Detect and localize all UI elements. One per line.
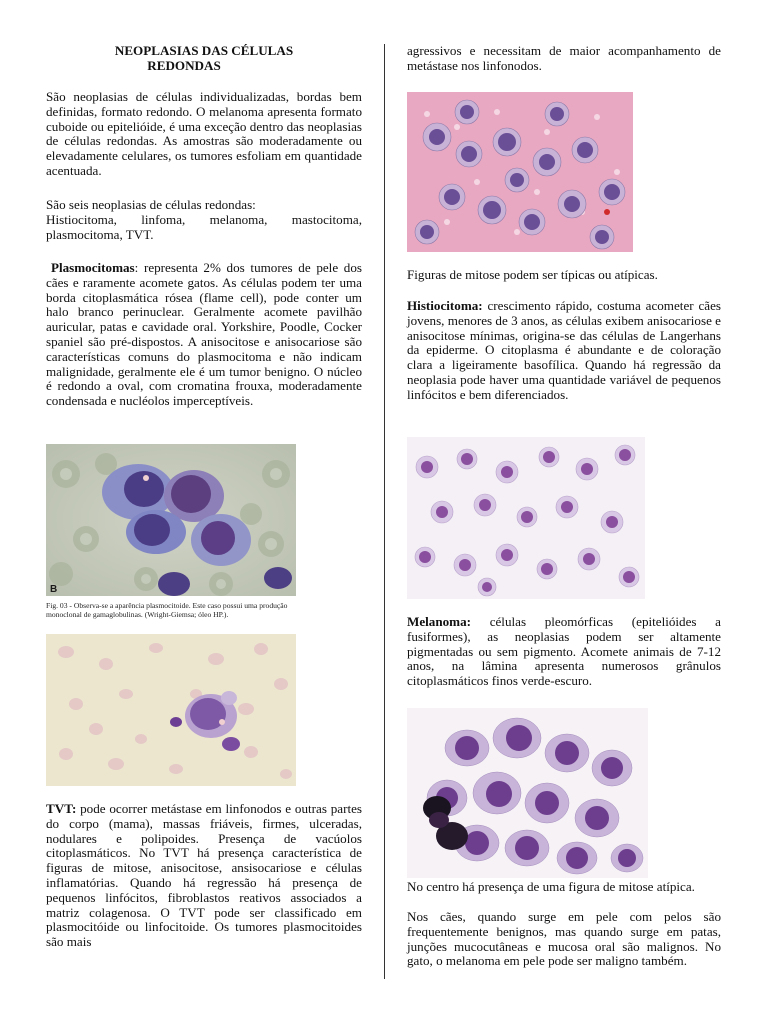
tvt-micrograph [407, 92, 633, 252]
document-title [46, 44, 362, 74]
melanoma-text: células pleomórficas (epitelióides a fusiformes), as neoplasias podem ser altamente pigmentadas ou sem pigmento. Acomete animais de 7-12 anos, na lâmina apresenta numerosos grânulos citoplasmáticos finos verde-escuro. [407, 614, 721, 689]
histiocitoma-term: Histiocitoma: [407, 298, 483, 313]
plasmocitoma-term: Plasmocitomas [51, 260, 135, 275]
title-line-2: REDONDAS [147, 57, 221, 73]
histiocitoma-text: crescimento rápido, costuma acometer cães jovens, menores de 3 anos, as células exibem anisocariose e anisocitose mínimas, origina-se das células de Langerhans da epiderme. O citoplasma é abundante e de coloração clara a ligeiramente basofílica. Quando há regressão da neoplasia pode haver uma quantidade variável de pequenos linfócitos e bem diferenciados. [407, 298, 721, 402]
six-neoplasias-list: Histiocitoma, linfoma, melanoma, mastocitoma, plasmocitoma, TVT. [46, 212, 362, 242]
figure-letter: B [50, 584, 58, 595]
mitose-paragraph: Figuras de mitose podem ser típicas ou atípicas. [407, 267, 658, 282]
melanoma-micrograph [407, 708, 648, 878]
histiocitoma-micrograph [407, 437, 645, 599]
melanoma-paragraph [407, 615, 721, 689]
tvt-term: TVT: [46, 801, 77, 816]
melanoma-term: Melanoma: [407, 614, 471, 629]
tvt-text: pode ocorrer metástase em linfonodos e outras partes do corpo (mama), massas friáveis, firmes, ulceradas, nodulares e polipoides. Presença de vacúolos citoplasmáticos. No TVT há presença característica de figuras de mitose, anisocitose, ansisocariose e células inflamatórias. Quando há regressão há presença de pequenos linfócitos, fibroblastos reativos associados a matriz colagenosa. O TVT pode ser classificado em plasmocitóide ou linfocitoide. Os tumores plasmocitoides são mais [46, 801, 362, 950]
right-column [407, 0, 721, 1024]
histiocitoma-paragraph [407, 299, 721, 403]
column-divider [384, 44, 385, 979]
centro-paragraph: No centro há presença de uma figura de mitose atípica. [407, 879, 695, 894]
intro-paragraph: São neoplasias de células individualizadas, bordas bem definidas, formato redondo. O melanoma apresenta formato cuboide ou epitelióide, é uma exceção dentro das neoplasias de células redondas. As amostras são moderadamente ou elevadamente celulares, os tumores esfoliam em quantidade acentuada. [46, 89, 362, 178]
tvt-paragraph [46, 802, 362, 950]
left-column [46, 0, 362, 1024]
tvt-continuation: agressivos e necessitam de maior acompanhamento de metástase nos linfonodos. [407, 43, 721, 73]
plasmocitoma-micrograph [46, 444, 296, 596]
caes-paragraph: Nos cães, quando surge em pele com pelos são frequentemente benignos, mas quando surge em patas, junções mucocutâneas e mucosa oral são malignos. No gato, o melanoma em pele pode ser maligno também. [407, 909, 721, 969]
six-neoplasias-heading: São seis neoplasias de células redondas: [46, 197, 256, 212]
figure-caption: Fig. 03 - Observa-se a aparência plasmocitoide. Este caso possui uma produção monoclonal de gamaglobulinas. (Wright-Giemsa; óleo HP.). [46, 601, 288, 619]
plasmocitoma-single-cell-micrograph [46, 634, 296, 786]
plasmocitoma-paragraph [46, 261, 362, 409]
title-line-1: NEOPLASIAS DAS CÉLULAS [114, 43, 294, 58]
plasmocitoma-text: : representa 2% dos tumores de pele dos cães e raramente acomete gatos. As células podem ter uma borda citoplasmática rósea (flame cell), pode conter um halo branco perinuclear. Geralmente acomete pavilhão auricular, patas e cavidade oral. Yorkshire, Poodle, Cocker spaniel são pré-dispostos. A anisocitose e anisocariose são características comuns do plasmocitoma e não indicam malignidade, geralmente ele é um tumor benigno. O núcleo é redondo a oval, com cromatina frouxa, moderadamente condensada e nucléolos imperceptíveis. [46, 260, 362, 409]
